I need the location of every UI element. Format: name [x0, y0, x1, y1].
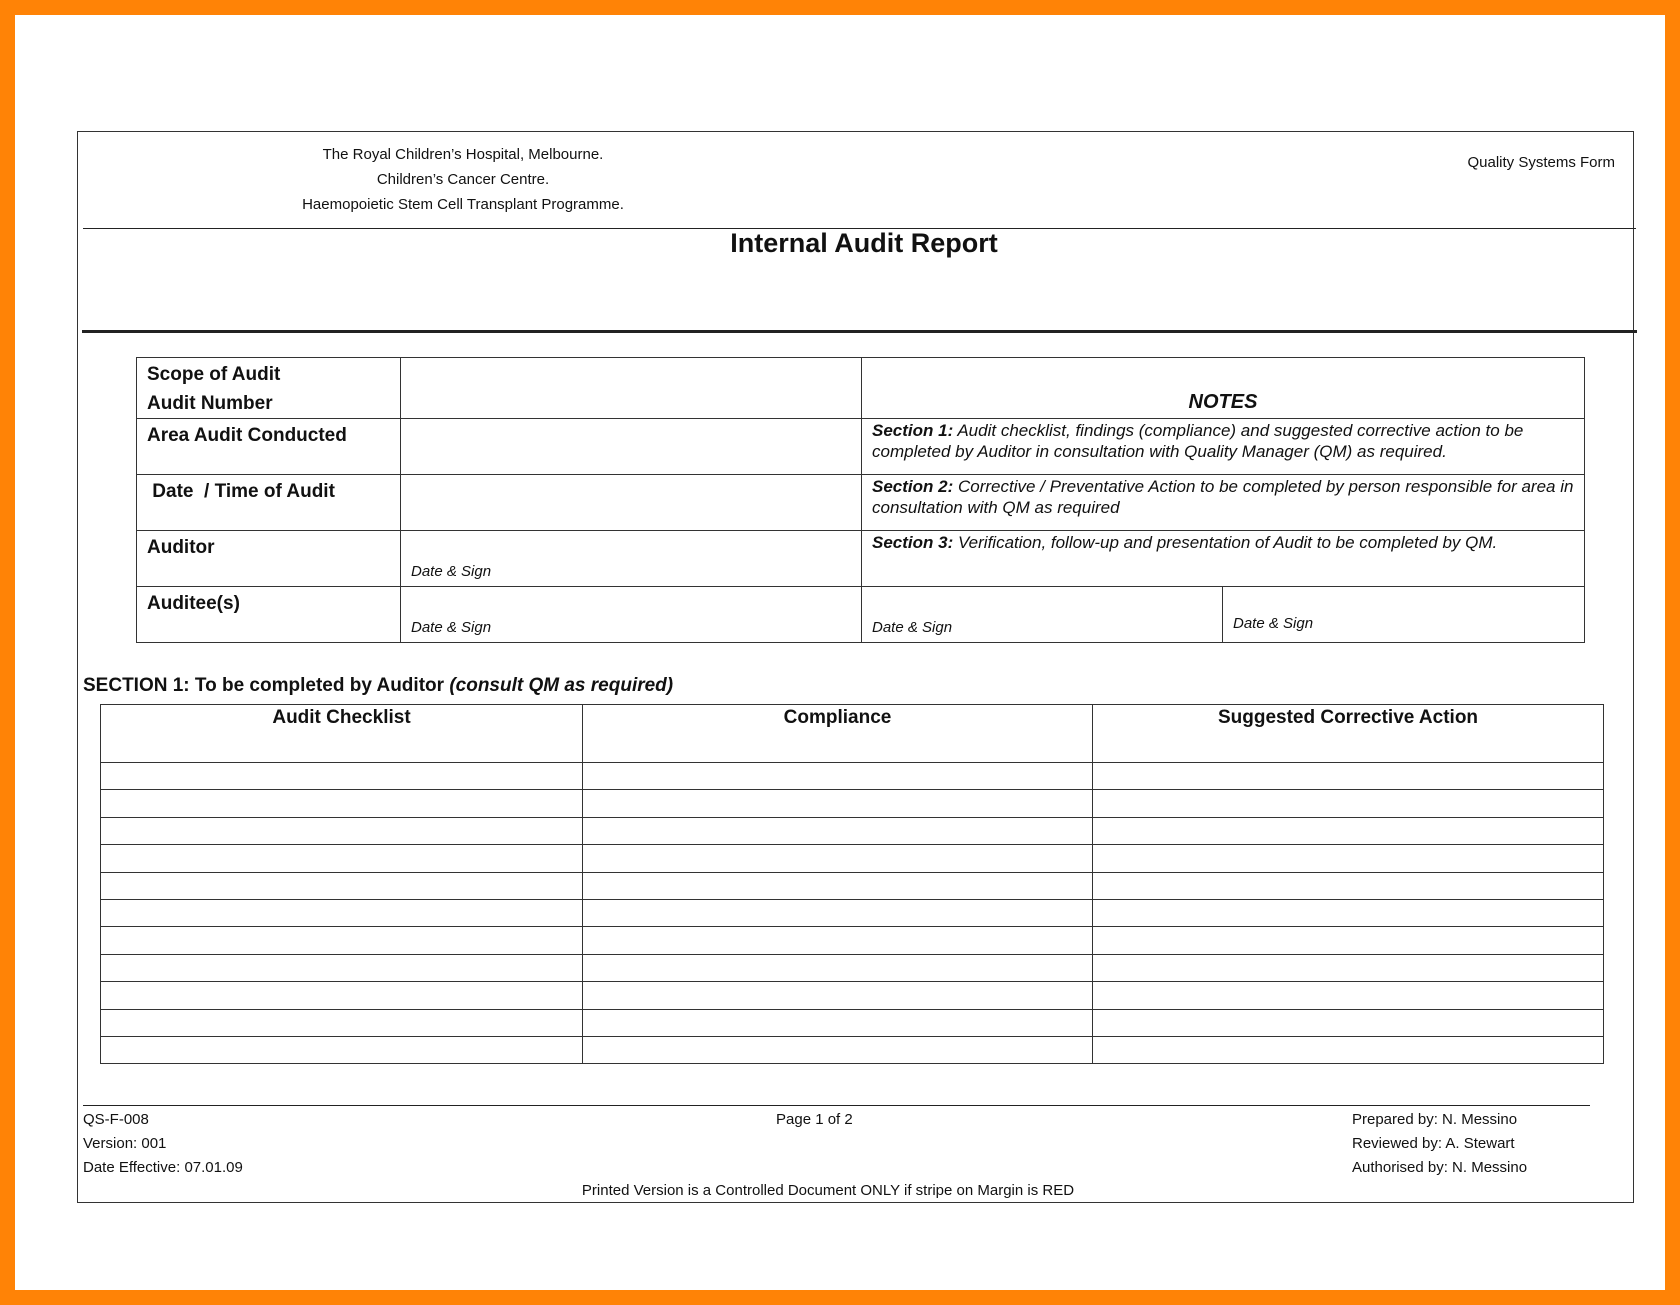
notes-title: NOTES: [1188, 391, 1258, 413]
note-section-1: [862, 420, 1584, 462]
corrective-action-cell[interactable]: [1093, 872, 1604, 899]
scope-of-audit-label: Scope of Audit: [147, 364, 281, 385]
corrective-action-cell[interactable]: [1093, 1009, 1604, 1036]
column-header-audit-checklist: Audit Checklist: [101, 705, 583, 763]
table-row: [101, 927, 1604, 954]
compliance-cell[interactable]: [583, 1036, 1093, 1063]
form-type-label: Quality Systems Form: [1467, 154, 1615, 171]
note-section-1-label: Section 1:: [872, 421, 954, 440]
auditee-1-date-sign-hint: Date & Sign: [411, 619, 492, 636]
corrective-action-cell[interactable]: [1093, 927, 1604, 954]
compliance-cell[interactable]: [583, 982, 1093, 1009]
prepared-by: Prepared by: N. Messino: [1352, 1111, 1518, 1128]
audit-checklist-cell[interactable]: [101, 790, 583, 817]
audit-checklist-cell[interactable]: [101, 927, 583, 954]
corrective-action-cell[interactable]: [1093, 982, 1604, 1009]
table-row: [101, 1009, 1604, 1036]
scope-number-label-cell: [137, 358, 401, 419]
note-section-2: [862, 476, 1584, 518]
area-label-cell: [137, 419, 401, 475]
compliance-cell[interactable]: [583, 763, 1093, 790]
audit-number-label: Audit Number: [147, 393, 273, 414]
compliance-cell[interactable]: [583, 927, 1093, 954]
corrective-action-cell[interactable]: [1093, 899, 1604, 926]
corrective-action-cell[interactable]: [1093, 790, 1604, 817]
note-section-1-cell: [862, 419, 1585, 475]
org-line-hospital: The Royal Children’s Hospital, Melbourne.: [322, 146, 604, 163]
datetime-label-cell: [137, 475, 401, 531]
auditees-label-cell: [137, 587, 401, 643]
table-row: [101, 790, 1604, 817]
audit-checklist-cell[interactable]: [101, 1036, 583, 1063]
scope-number-field[interactable]: [401, 358, 862, 419]
audit-checklist-cell[interactable]: [101, 1009, 583, 1036]
auditees-label: Auditee(s): [147, 593, 240, 614]
corrective-action-cell[interactable]: [1093, 845, 1604, 872]
auditee-sign-field-3[interactable]: [1223, 587, 1585, 643]
note-section-1-text: Audit checklist, findings (compliance) and suggested corrective action to be completed by Auditor in consultation with Quality Manager (QM) as required.: [872, 421, 1524, 461]
corrective-action-cell[interactable]: [1093, 1036, 1604, 1063]
note-section-2-cell: [862, 475, 1585, 531]
compliance-cell[interactable]: [583, 845, 1093, 872]
reviewed-by: Reviewed by: A. Stewart: [1352, 1135, 1515, 1152]
audit-checklist-cell[interactable]: [101, 872, 583, 899]
corrective-action-cell[interactable]: [1093, 954, 1604, 981]
auditee-sign-field-1[interactable]: [401, 587, 862, 643]
note-section-3-cell: [862, 531, 1585, 587]
auditor-label: Auditor: [147, 537, 215, 558]
compliance-cell[interactable]: [583, 954, 1093, 981]
page-number: Page 1 of 2: [776, 1111, 853, 1128]
compliance-cell[interactable]: [583, 817, 1093, 844]
audit-checklist-cell[interactable]: [101, 817, 583, 844]
table-row: [101, 845, 1604, 872]
table-row: [101, 1036, 1604, 1063]
section-1-heading: [83, 675, 673, 697]
audit-checklist-cell[interactable]: [101, 982, 583, 1009]
version: Version: 001: [83, 1135, 167, 1152]
note-section-2-text: Corrective / Preventative Action to be completed by person responsible for area in consultation with QM as required: [872, 477, 1574, 517]
date-time-of-audit-label: Date / Time of Audit: [147, 481, 335, 502]
note-section-3: [862, 532, 1584, 553]
audit-checklist-cell[interactable]: [101, 763, 583, 790]
checklist-rows: [101, 763, 1604, 1064]
audit-info-table: [136, 357, 1585, 643]
table-row: [101, 817, 1604, 844]
notes-title-cell: [862, 358, 1585, 419]
corrective-action-cell[interactable]: [1093, 817, 1604, 844]
compliance-cell[interactable]: [583, 1009, 1093, 1036]
auditee-3-date-sign-hint: Date & Sign: [1233, 615, 1314, 632]
table-row: [101, 763, 1604, 790]
table-row: [101, 954, 1604, 981]
auditee-2-date-sign-hint: Date & Sign: [872, 619, 953, 636]
auditor-date-sign-hint: Date & Sign: [411, 563, 492, 580]
title-divider: [82, 330, 1637, 333]
column-header-compliance: Compliance: [583, 705, 1093, 763]
table-row: [101, 982, 1604, 1009]
audit-checklist-cell[interactable]: [101, 954, 583, 981]
footer-doc-info: [83, 1108, 243, 1180]
table-row: [101, 899, 1604, 926]
footer-divider: [83, 1105, 1590, 1106]
date-effective: Date Effective: 07.01.09: [83, 1159, 243, 1176]
audit-form-page: [77, 131, 1634, 1203]
note-section-2-label: Section 2:: [872, 477, 954, 496]
auditee-sign-field-2[interactable]: [862, 587, 1223, 643]
compliance-cell[interactable]: [583, 899, 1093, 926]
compliance-cell[interactable]: [583, 872, 1093, 899]
auditor-sign-field[interactable]: [401, 531, 862, 587]
org-line-centre: Children’s Cancer Centre.: [376, 171, 550, 188]
area-audit-conducted-label: Area Audit Conducted: [147, 425, 347, 446]
controlled-document-note: Printed Version is a Controlled Document ONLY if stripe on Margin is RED: [581, 1182, 1075, 1199]
footer-approvals: [1352, 1108, 1527, 1180]
note-section-3-label: Section 3:: [872, 533, 954, 552]
corrective-action-cell[interactable]: [1093, 763, 1604, 790]
section-1-heading-text: SECTION 1: To be completed by Auditor: [83, 675, 450, 696]
page-title: Internal Audit Report: [730, 228, 998, 258]
form-code: QS-F-008: [83, 1111, 149, 1128]
audit-checklist-cell[interactable]: [101, 845, 583, 872]
area-field[interactable]: [401, 419, 862, 475]
compliance-cell[interactable]: [583, 790, 1093, 817]
note-section-3-text: Verification, follow-up and presentation of Audit to be completed by QM.: [953, 533, 1498, 552]
authorised-by: Authorised by: N. Messino: [1352, 1159, 1528, 1176]
section-1-heading-note: (consult QM as required): [449, 675, 674, 696]
table-row: [101, 872, 1604, 899]
audit-checklist-table: [100, 704, 1604, 1064]
auditor-label-cell: [137, 531, 401, 587]
org-line-programme: Haemopoietic Stem Cell Transplant Programme.: [302, 196, 624, 213]
audit-checklist-cell[interactable]: [101, 899, 583, 926]
datetime-field[interactable]: [401, 475, 862, 531]
column-header-suggested-corrective-action: Suggested Corrective Action: [1093, 705, 1604, 763]
